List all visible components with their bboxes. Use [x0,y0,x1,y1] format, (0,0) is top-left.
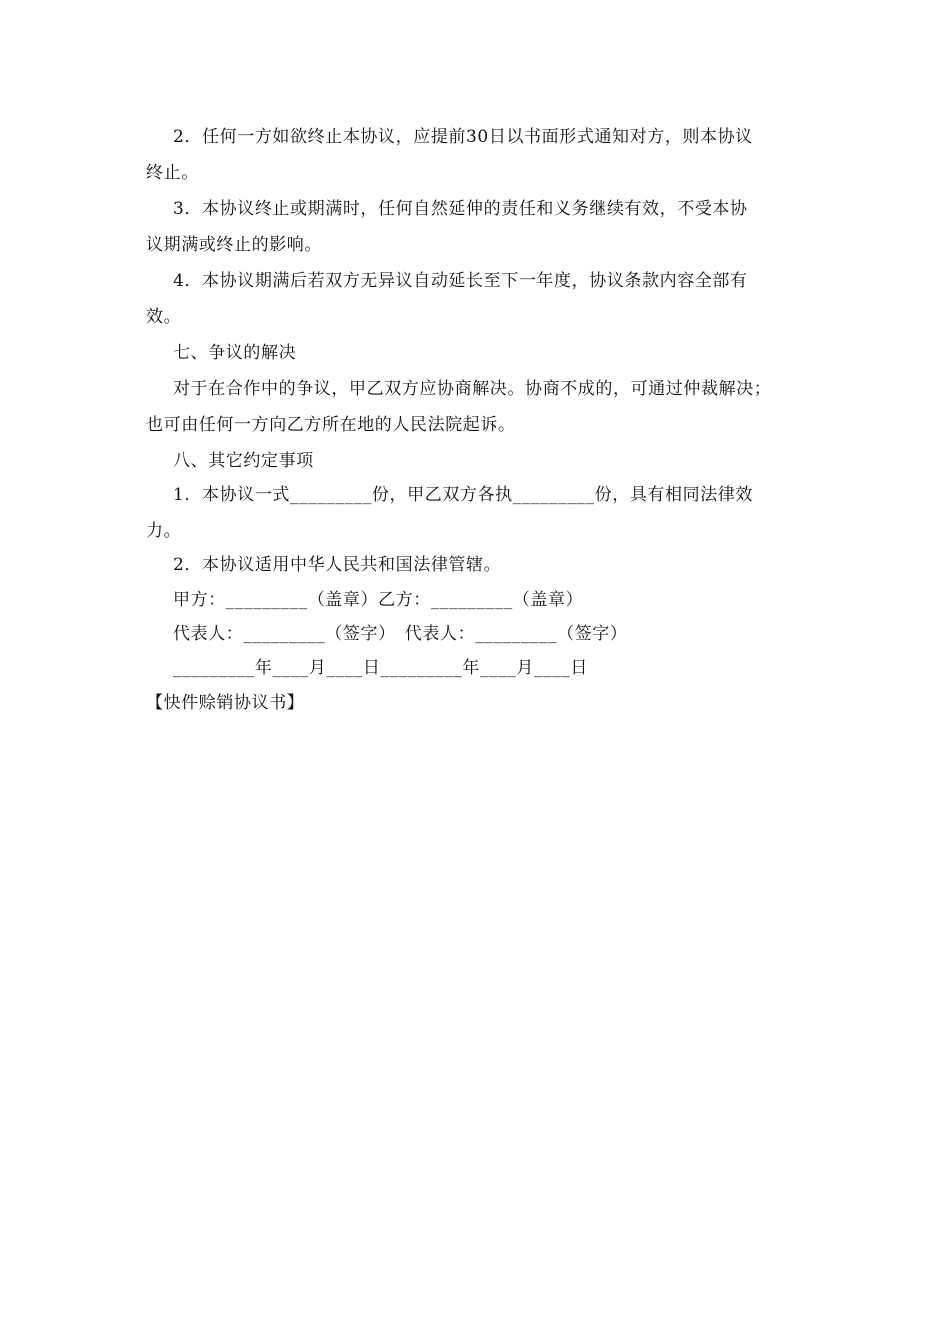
clause-6-4-line-2: 效。 [146,307,182,327]
section-7-text-line-1: 对于在合作中的争议，甲乙双方应协商解决。协商不成的，可通过仲裁解决； [173,379,772,399]
clause-8-2: 2．本协议适用中华人民共和国法律管辖。 [173,555,502,575]
clause-6-2-line-1: 2．任何一方如欲终止本协议，应提前30日以书面形式通知对方，则本协议 [173,127,753,147]
section-8-heading: 八、其它约定事项 [173,451,314,471]
document-title-footer: 【快件赊销协议书】 [146,693,305,713]
clause-6-4-line-1: 4．本协议期满后若双方无异议自动延长至下一年度，协议条款内容全部有 [173,271,748,291]
clause-6-2-line-2: 终止。 [146,163,199,183]
clause-6-3-line-1: 3．本协议终止或期满时，任何自然延伸的责任和义务继续有效，不受本协 [173,199,748,219]
section-7-text-line-2: 也可由任何一方向乙方所在地的人民法院起诉。 [146,415,516,435]
representative-signature-line: 代表人：_________（签字） 代表人：_________（签字） [173,624,628,644]
party-seal-line: 甲方：_________（盖章）乙方：_________（盖章） [173,590,584,610]
clause-8-1-line-2: 力。 [146,521,182,541]
section-7-heading: 七、争议的解决 [173,343,297,363]
clause-8-1-line-1: 1．本协议一式_________份，甲乙双方各执_________份，具有相同法律效 [173,485,754,505]
clause-6-3-line-2: 议期满或终止的影响。 [146,235,322,255]
date-line: _________年____月____日_________年____月____日 [173,658,588,678]
